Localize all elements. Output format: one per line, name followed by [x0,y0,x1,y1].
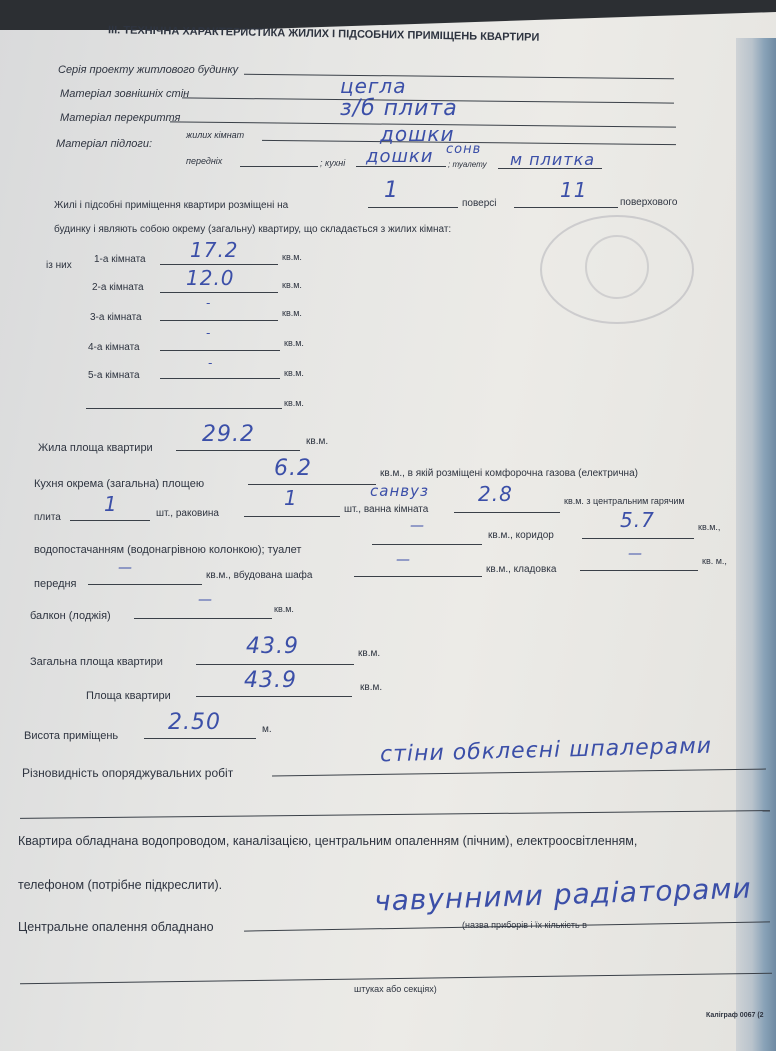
label-phone: телефоном (потрібне підкреслити). [18,878,223,892]
label-living-rooms: жилих кімнат [186,130,245,140]
label-pcs-bath: шт., ванна кімната [344,504,429,515]
value-wardrobe: — [396,552,411,568]
label-equipped: Квартира обладнана водопроводом, каналізацією, центральним опаленням (пічним), електроосвітленням, [18,834,638,848]
value-room5: - [208,356,214,370]
label-kitchen-line2: кв.м., в якій розміщені комфорочна газова (електрична) [380,468,638,479]
line-living-area [176,450,300,451]
value-toilet: — [410,518,425,534]
value-room4: - [206,326,212,340]
value-balcony: — [198,592,213,608]
line-room1 [160,264,278,265]
label-flat-area: Площа квартири [86,690,171,702]
line-flat-area [196,696,352,697]
label-pantry: кв.м., кладовка [486,564,557,575]
unit-corridor: кв.м., [698,522,721,532]
label-series: Серія проекту житлового будинку [58,64,239,76]
line-heating-2 [20,973,772,984]
label-ceiling: Матеріал перекриття [60,112,181,124]
line-room3 [160,320,278,321]
label-finishing: Різновидність опоряджувальних робіт [22,766,234,780]
value-living-area: 29.2 [202,422,255,447]
unit-height: м. [262,724,272,735]
value-corridor: 5.7 [620,508,655,532]
value-storeys: 11 [560,178,588,202]
label-hall: передніх [186,156,223,166]
line-room5 [160,378,280,379]
label-pieces-note: штуках або секціях) [354,984,437,994]
value-kitchen-area: 6.2 [274,456,312,481]
label-room3: 3-а кімната [90,312,142,323]
line-storeys [514,207,618,208]
value-heating: чавунними радіаторами [373,871,753,918]
footer-print-code: Каліграф 0067 (2 [706,1012,764,1019]
label-walls: Матеріал зовнішніх стін [60,88,190,100]
label-room1: 1-а кімната [94,254,146,265]
value-floor-living: дошки [380,122,455,146]
label-hall-area: передня [34,578,77,590]
unit-room1: кв.м. [282,252,302,262]
unit-pantry: кв. м., [702,556,727,566]
label-pcs-sink: шт., раковина [156,508,219,519]
label-kitchen-area: Кухня окрема (загальна) площею [34,478,205,490]
label-floor: Матеріал підлоги: [56,138,152,150]
line-corridor [582,538,694,539]
value-total-area: 43.9 [246,634,299,659]
label-wardrobe: кв.м., вбудована шафа [206,570,313,581]
line-series [244,74,674,80]
label-building-is: будинку і являють собою окрему (загальну) квартиру, що складається з жилих кімнат: [54,224,452,235]
line-balcony [134,618,272,619]
line-pantry [580,570,698,571]
value-stove-count: 1 [104,492,118,516]
line-finishing-2 [20,810,770,819]
line-finishing [272,769,766,777]
label-room4: 4-а кімната [88,342,140,353]
value-room1: 17.2 [190,238,239,262]
value-hall-area: — [118,560,133,576]
value-room2: 12.0 [186,266,235,290]
label-located-on: Жилі і підсобні приміщення квартири розміщені на [54,200,289,211]
value-bath-area: 2.8 [478,482,513,506]
label-total-area: Загальна площа квартири [30,656,163,668]
label-floor-word: поверсі [462,198,497,209]
unit-room5: кв.м. [284,368,304,378]
label-storey: поверхового [620,197,678,208]
label-devices-note: (назва приборів і їх кількість в [462,920,587,930]
line-bath [454,512,560,513]
unit-room4: кв.м. [284,338,304,348]
line-room-extra [86,408,282,409]
unit-balcony: кв.м. [274,604,294,614]
unit-living-area: кв.м. [306,436,329,447]
unit-room-extra: кв.м. [284,398,304,408]
line-sink [244,516,340,517]
line-height [144,738,256,739]
line-kitchen-area [248,484,376,485]
unit-room2: кв.м. [282,280,302,290]
unit-total-area: кв.м. [358,648,381,659]
label-of-them: із них [46,260,72,271]
label-living-area: Жила площа квартири [38,442,153,454]
value-floor-kitchen-top: сонв [446,142,482,157]
label-room2: 2-а кімната [92,282,144,293]
value-flat-area: 43.9 [244,668,297,693]
line-total-area [196,664,354,665]
value-finishing: стіни обклеєні шпалерами [379,733,713,768]
label-balcony: балкон (лоджія) [30,610,111,622]
label-room5: 5-а кімната [88,370,140,381]
value-height: 2.50 [168,710,221,735]
value-walls: цегла [340,74,407,98]
value-bath-label: санвуз [370,482,429,500]
label-corridor: кв.м., коридор [488,530,554,541]
value-pantry: — [628,546,643,562]
line-stove [70,520,150,521]
line-toilet [372,544,482,545]
label-hot-water: кв.м. з центральним гарячим [564,496,685,506]
line-floor-number [368,207,458,208]
label-height: Висота приміщень [24,730,119,742]
line-hall-area [88,584,202,585]
value-floor-toilet: м плитка [510,150,596,169]
stamp-seal-center-icon [585,235,649,299]
page-title: ІІІ. ТЕХНІЧНА ХАРАКТЕРИСТИКА ЖИЛИХ І ПІДСОБНИХ ПРИМІЩЕНЬ КВАРТИРИ [107,24,540,44]
label-kitchen: ; кухні [320,158,346,168]
value-floor-number: 1 [384,178,399,203]
value-room3: - [206,296,212,310]
line-wardrobe [354,576,482,577]
unit-flat-area: кв.м. [360,682,383,693]
label-heating: Центральне опалення обладнано [18,920,214,934]
line-room2 [160,292,278,293]
value-ceiling: з/б плита [340,96,458,121]
line-floor-hall [240,166,318,167]
line-room4 [160,350,280,351]
unit-room3: кв.м. [282,308,302,318]
value-floor-kitchen: дошки [366,146,434,167]
label-water-supply: водопостачанням (водонагрівною колонкою); туалет [34,544,302,556]
value-sink-count: 1 [284,486,298,510]
label-stove: плита [34,512,61,523]
label-toilet: ; туалету [448,160,487,169]
